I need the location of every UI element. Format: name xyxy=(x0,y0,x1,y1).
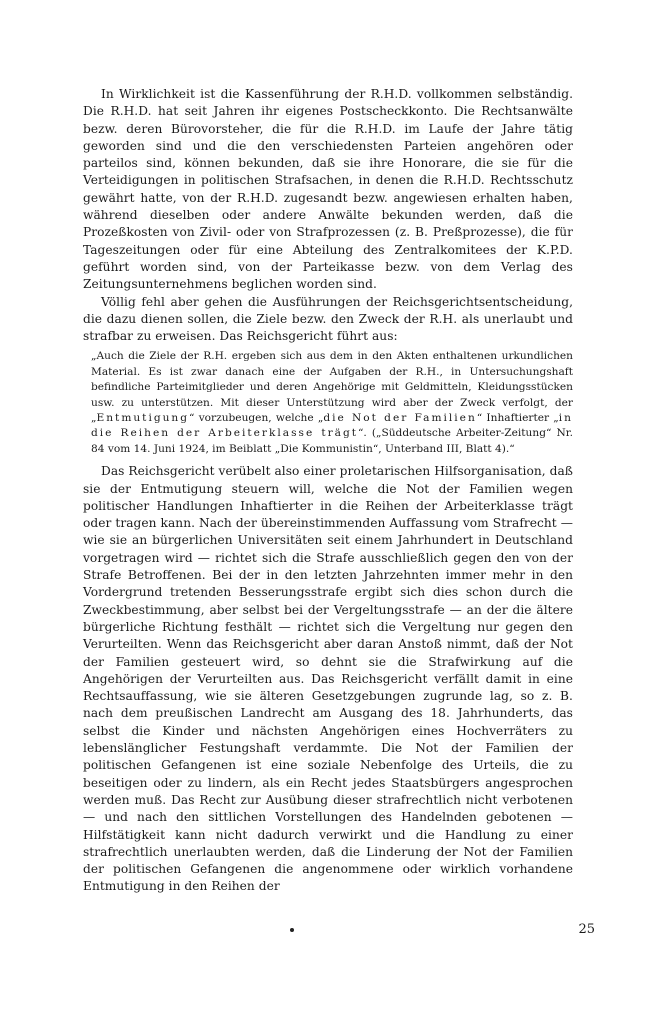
paragraph-1: In Wirklichkeit ist die Kassenführung der R.H.D. vollkommen selbständig. Die R.H.D. hat seit Jahren ihr eigenes Postscheckkonto. Die Rechtsanwälte bezw. deren Bürovorsteher, die für die R.H.D. im Laufe der Jahre tätig geworden sind und die den verschiedensten Parteien angehören oder parteilos sind, können bekunden, daß sie ihre Honorare, die sie für die Verteidigungen in politischen Strafsachen, in denen die R.H.D. Rechtsschutz gewährt hatte, von der R.H.D. zugesandt bezw. angewiesen erhalten haben, während dieselben oder andere Anwälte bekunden werden, daß die Prozeßkosten von Zivil- oder von Strafprozessen (z. B. Preßprozesse), die für Tageszeitungen oder für eine Abteilung des Zentralkomitees der K.P.D. geführt worden sind, von der Parteikasse bezw. von dem Verlag des Zeitungsunternehmens beglichen worden sind. xyxy=(83,87,573,292)
quote-text-4: “. („Süddeutsche Arbeiter-Zeitung“ Nr. 84 vom 14. Juni 1924, im Beiblatt „Die Kommunistin“, Unterband III, Blatt 4).“ xyxy=(91,427,573,455)
quote-text-3: “ Inhaftierter „ xyxy=(476,412,559,425)
quote-text-2: “ vorzubeugen, welche „ xyxy=(189,412,324,425)
block-quote xyxy=(91,349,573,457)
printer-dot xyxy=(290,928,294,932)
page-number: 25 xyxy=(578,922,595,937)
quote-spaced-1: Entmutigung xyxy=(96,412,190,425)
quote-text-1: „Auch die Ziele der R.H. ergeben sich aus dem in den Akten enthaltenen urkundlichen Material. Es ist zwar danach eine der Aufgaben der R.H., in Untersuchungshaft befindliche Parteimitglieder und deren Angehörige mit Geldmitteln, Kleidungsstücken usw. zu unterstützen. Mit dieser Unterstützung wird aber der Zweck verfolgt, der „ xyxy=(91,350,573,425)
main-text xyxy=(83,86,573,896)
quote-spaced-3: in die Reihen der Arbeiterklasse trägt xyxy=(91,412,574,440)
paragraph-2: Völlig fehl aber gehen die Ausführungen der Reichsgerichtsentscheidung, die dazu dienen sollen, die Ziele bezw. den Zweck der R.H. als unerlaubt und strafbar zu erweisen. Das Reichsgericht führt aus: xyxy=(83,294,573,344)
quote-spaced-2: die Not der Familien xyxy=(323,412,477,425)
paragraph-3: Das Reichsgericht verübelt also einer proletarischen Hilfsorganisation, daß sie der Entmutigung steuern will, welche die Not der Familien wegen politischer Handlungen Inhaftierter in die Reihen der Arbeiterklasse trägt oder tragen kann. Nach der übereinstimmenden Auffassung vom Strafrecht — wie sie an bürgerlichen Universitäten seit einem Jahrhundert in Deutschland vorgetragen wird — richtet sich die Strafe ausschließlich gegen den von der Strafe Betroffenen. Bei der in den letzten Jahrzehnten immer mehr in den Vordergrund tretenden Besserungsstrafe ergibt sich dies schon durch die Zweckbestimmung, aber selbst bei der Vergeltungsstrafe — an der die ältere bürgerliche Richtung festhält — richtet sich die Vergeltung nur gegen den Verurteilten. Wenn das Reichsgericht aber daran Anstoß nimmt, daß der Not der Familien gesteuert wird, so dehnt sie die Strafwirkung auf die Angehörigen der Verurteilten aus. Das Reichsgericht verfällt damit in eine Rechtsauffassung, wie sie älteren Gesetzgebungen zugrunde lag, so z. B. nach dem preußischen Landrecht am Ausgang des 18. Jahrhunderts, das selbst die Kinder und nächsten Angehörigen eines Hochverräters zu lebenslänglicher Festungshaft verdammte. Die Not der Familien der politischen Gefangenen ist eine soziale Nebenfolge des Urteils, die zu beseitigen oder zu lindern, als ein Recht jedes Staatsbürgers angesprochen werden muß. Das Recht zur Ausübung dieser strafrechtlich nicht verbotenen — und nach den sittlichen Vorstellungen des Handelnden gebotenen — Hilfstätigkeit kann nicht dadurch verwirkt und die Handlung zu einer strafrechtlich unerlaubten werden, daß die Linderung der Not der Familien der politischen Gefangenen die angenommene oder wirklich vorhandene Entmutigung in den Reihen der xyxy=(83,464,573,894)
